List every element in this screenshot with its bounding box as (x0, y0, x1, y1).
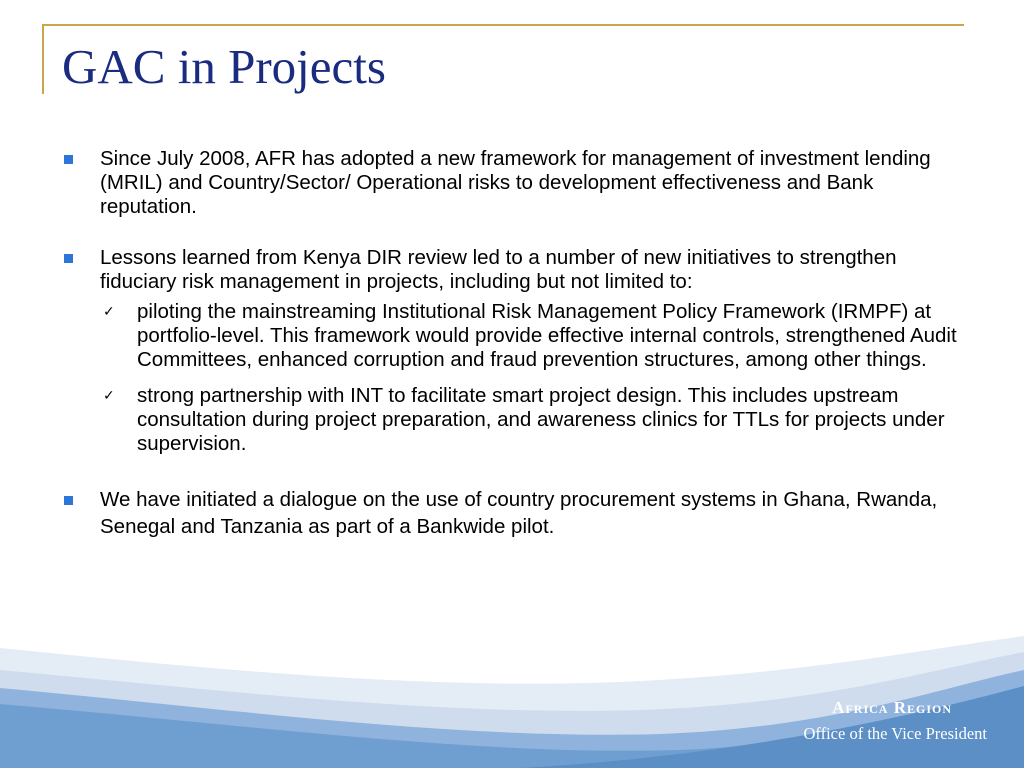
bullet-2-text: Lessons learned from Kenya DIR review led to a number of new initiatives to strengthen fiduciary risk management in projects, including but not limited to: (100, 246, 897, 293)
square-bullet-icon (62, 246, 100, 294)
bullet-2-sub-list (100, 300, 962, 456)
bullet-1 (62, 147, 962, 219)
slide-content (62, 147, 962, 540)
sub-bullet-1 (100, 300, 962, 372)
bullet-3 (62, 486, 962, 540)
sub-bullet-1-text: piloting the mainstreaming Institutional Risk Management Policy Framework (IRMPF) at portfolio-level. This framework would provide effective internal controls, strengthened Audit Committees, enhanced corruption and fraud prevention structures, among other things. (137, 300, 957, 371)
bullet-3-text: We have initiated a dialogue on the use of country procurement systems in Ghana, Rwanda, Senegal and Tanzania as part of a Bankwide pilot. (100, 488, 938, 538)
bullet-1-text: Since July 2008, AFR has adopted a new framework for management of investment lending (MRIL) and Country/Sector/ Operational risks to development effectiveness and Bank reputation. (100, 147, 931, 218)
footer-office-label: Office of the Vice President (803, 724, 987, 743)
sub-bullet-2 (100, 384, 962, 456)
footer-region-label: Africa Region (832, 698, 952, 717)
title-frame-left-rule (42, 24, 44, 94)
sub-bullet-2-text: strong partnership with INT to facilitate smart project design. This includes upstream consultation during project preparation, and awareness clinics for TTLs for projects under supervision. (137, 384, 945, 455)
bullet-2 (62, 246, 962, 294)
square-bullet-icon (62, 147, 100, 219)
title-frame-top-rule (42, 24, 964, 26)
checkmark-icon: ✓ (103, 304, 115, 320)
square-bullet-icon (62, 486, 100, 540)
checkmark-icon: ✓ (103, 388, 115, 404)
slide-title: GAC in Projects (62, 39, 386, 94)
